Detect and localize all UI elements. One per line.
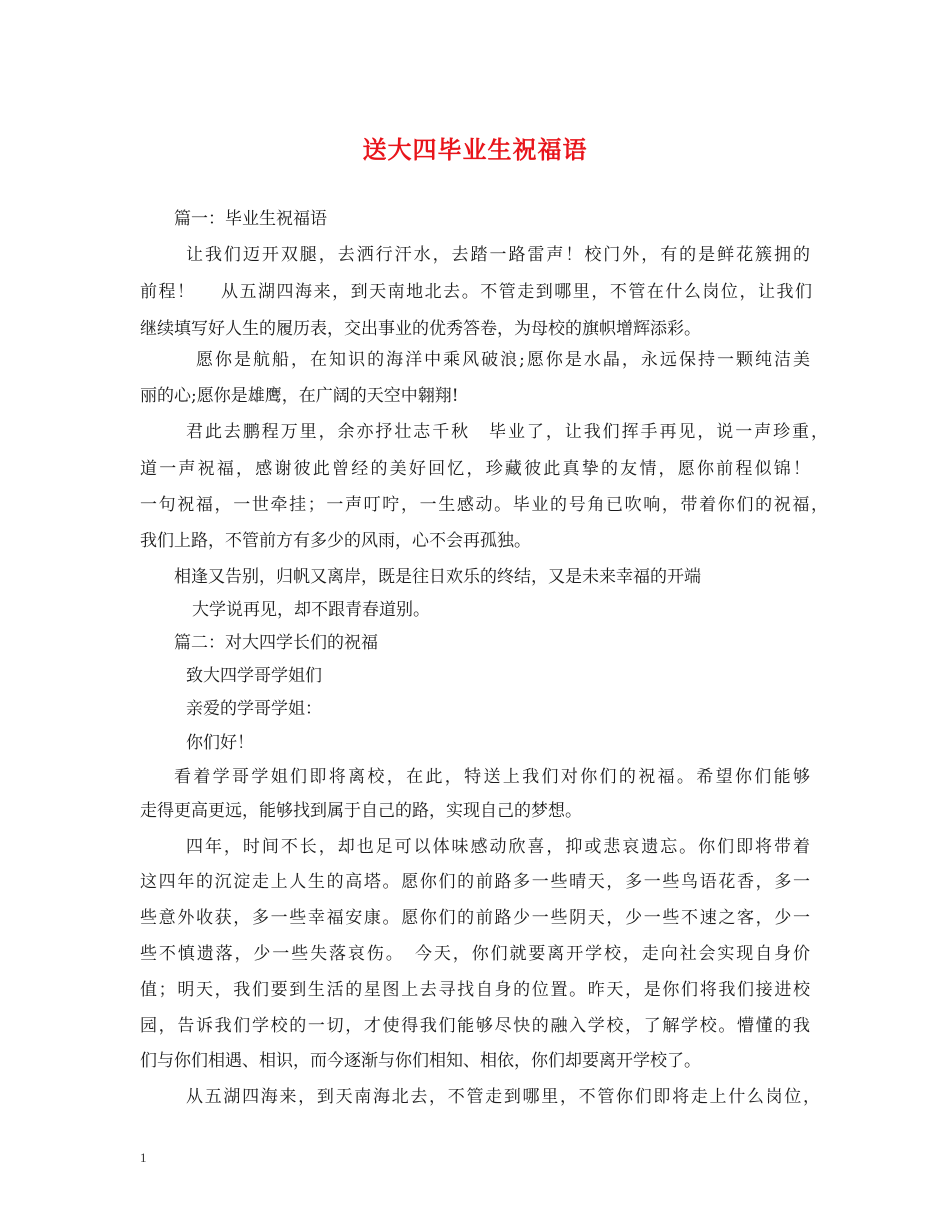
letter-recipient: 致大四学哥学姐们: [186, 666, 322, 686]
paragraph-line: 值；明天，我们要到生活的星图上去寻找自身的位置。昨天，是你们将我们接进校: [140, 980, 810, 1000]
paragraph-line: 道一声祝福，感谢彼此曾经的美好回忆，珍藏彼此真挚的友情，愿你前程似锦！: [140, 459, 810, 479]
section-heading: 篇二：对大四学长们的祝福: [174, 633, 378, 653]
paragraph-line: 些意外收获，多一些幸福安康。愿你们的前路少一些阴天，少一些不速之客，少一: [140, 908, 810, 928]
paragraph-line: 从五湖四海来，到天南海北去，不管走到哪里，不管你们即将走上什么岗位，: [186, 1087, 820, 1107]
paragraph-line: 我们上路，不管前方有多少的风雨，心不会再孤独。: [140, 531, 531, 551]
paragraph-line: 君此去鹏程万里，余亦抒壮志千秋 毕业了，让我们挥手再见，说一声珍重，: [186, 422, 828, 442]
paragraph-line: 看着学哥学姐们即将离校，在此，特送上我们对你们的祝福。希望你们能够: [174, 767, 810, 787]
paragraph-line: 些不慎遗落，少一些失落哀伤。 今天，你们就要离开学校，走向社会实现自身价: [140, 944, 810, 964]
paragraph-line: 相逢又告别，归帆又离岸，既是往日欢乐的终结，又是未来幸福的开端: [174, 567, 701, 587]
paragraph-line: 愿你是航船，在知识的海洋中乘风破浪;愿你是水晶，永远保持一颗纯洁美: [196, 350, 810, 370]
letter-salutation: 亲爱的学哥学姐：: [186, 699, 322, 719]
page-number: 1: [140, 1150, 147, 1165]
paragraph-line: 四年，时间不长，却也足可以体味感动欣喜，抑或悲哀遗忘。你们即将带着: [186, 837, 810, 857]
section-heading: 篇一：毕业生祝福语: [174, 209, 327, 229]
paragraph-line: 园，告诉我们学校的一切，才使得我们能够尽快的融入学校，了解学校。懵懂的我: [140, 1016, 810, 1036]
letter-greeting: 你们好！: [186, 733, 254, 753]
paragraph-line: 丽的心;愿你是雄鹰，在广阔的天空中翱翔!: [140, 386, 459, 406]
paragraph-line: 一句祝福，一世牵挂；一声叮咛，一生感动。毕业的号角已吹响，带着你们的祝福，: [140, 495, 828, 515]
paragraph-line: 这四年的沉淀走上人生的高塔。愿你们的前路多一些晴天，多一些鸟语花香，多一: [140, 872, 810, 892]
paragraph-line: 前程！ 从五湖四海来，到天南地北去。不管走到哪里，不管在什么岗位，让我们: [140, 282, 812, 302]
paragraph-line: 们与你们相遇、相识，而今逐渐与你们相知、相依，你们却要离开学校了。: [140, 1051, 701, 1071]
paragraph-line: 让我们迈开双腿，去洒行汗水，去踏一路雷声！校门外，有的是鲜花簇拥的: [186, 245, 810, 265]
paragraph-line: 大学说再见，却不跟青春道别。: [192, 600, 430, 620]
document-title: 送大四毕业生祝福语: [362, 135, 588, 164]
paragraph-line: 走得更高更远，能够找到属于自己的路，实现自己的梦想。: [140, 801, 582, 821]
paragraph-line: 继续填写好人生的履历表，交出事业的优秀答卷，为母校的旗帜增辉添彩。: [140, 319, 701, 339]
